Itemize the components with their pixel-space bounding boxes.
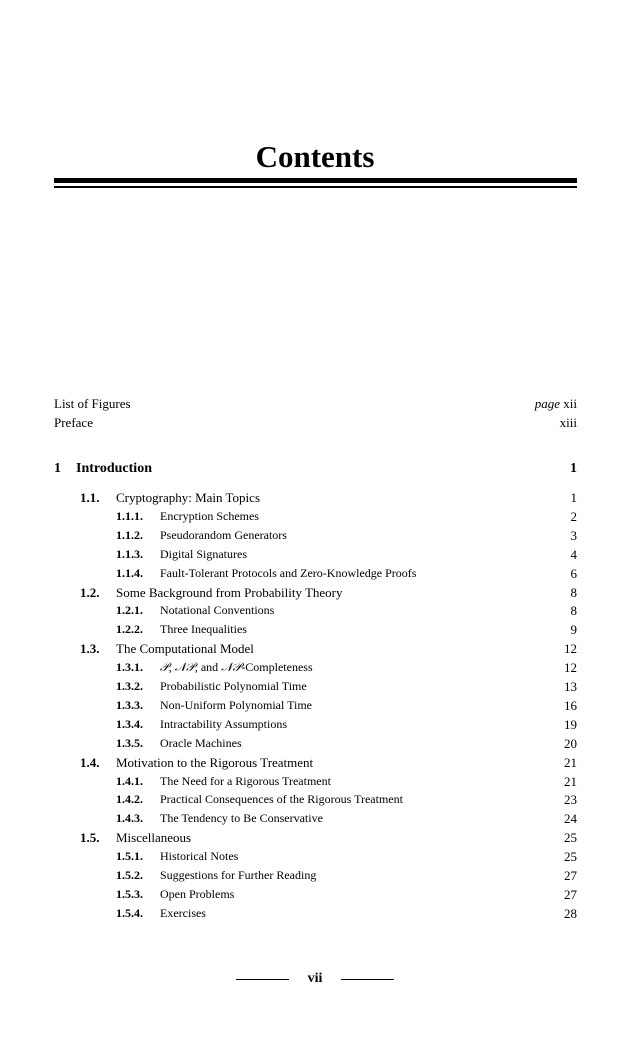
title-rule-thick bbox=[54, 178, 577, 183]
subsection-page: 23 bbox=[564, 792, 577, 808]
subsection-title: Intractability Assumptions bbox=[160, 716, 287, 731]
chapter-page: 1 bbox=[570, 461, 577, 476]
chapter-number: 1 bbox=[54, 461, 61, 476]
subsection-title: Historical Notes bbox=[160, 849, 239, 864]
section-title: Miscellaneous bbox=[116, 830, 192, 846]
title-rule-thin bbox=[54, 186, 577, 188]
subsection-number: 1.4.3. bbox=[116, 811, 143, 826]
toc-chapter-1[interactable] bbox=[54, 459, 577, 478]
subsection-title: Non-Uniform Polynomial Time bbox=[160, 697, 313, 712]
section-number: 1.3. bbox=[80, 641, 100, 657]
subsection-title: Notational Conventions bbox=[160, 603, 275, 618]
subsection-title: The Tendency to Be Conservative bbox=[160, 811, 323, 826]
subsection-title: Practical Consequences of the Rigorous Treatment bbox=[160, 792, 403, 807]
toc-subsection-1-1-3[interactable] bbox=[54, 545, 577, 564]
subsection-page: 24 bbox=[564, 811, 577, 827]
page-footer bbox=[0, 968, 630, 992]
toc-entry-preface[interactable] bbox=[54, 413, 577, 432]
subsection-title: Pseudorandom Generators bbox=[160, 527, 287, 542]
toc-entry-title: List of Figures bbox=[54, 396, 131, 411]
toc-subsection-1-5-3[interactable] bbox=[54, 885, 577, 904]
section-page: 21 bbox=[564, 754, 577, 770]
toc-entry-page bbox=[535, 394, 577, 413]
subsection-page: 28 bbox=[564, 905, 577, 921]
toc-section-1-5[interactable] bbox=[54, 828, 577, 847]
toc-section-1-3[interactable] bbox=[54, 639, 577, 658]
subsection-number: 1.3.4. bbox=[116, 716, 143, 731]
subsection-number: 1.1.1. bbox=[116, 508, 143, 523]
section-title: Some Background from Probability Theory bbox=[116, 584, 343, 600]
page-number: xii bbox=[563, 396, 577, 411]
section-number: 1.2. bbox=[80, 584, 100, 600]
toc-section-1-4[interactable] bbox=[54, 753, 577, 772]
subsection-number: 1.2.1. bbox=[116, 603, 143, 618]
subsection-page: 13 bbox=[564, 679, 577, 694]
subsection-title: Probabilistic Polynomial Time bbox=[160, 679, 307, 693]
section-page: 12 bbox=[564, 641, 577, 657]
page-title: Contents bbox=[255, 139, 375, 174]
toc-subsection-1-5-1[interactable] bbox=[54, 847, 577, 866]
subsection-number: 1.4.1. bbox=[116, 773, 143, 788]
page-number-folio: vii bbox=[307, 971, 323, 986]
subsection-number: 1.1.2. bbox=[116, 527, 143, 542]
toc-subsection-1-3-4[interactable] bbox=[54, 715, 577, 734]
subsection-number: 1.5.3. bbox=[116, 886, 143, 901]
subsection-number: 1.5.1. bbox=[116, 849, 143, 864]
subsection-page: 2 bbox=[570, 508, 577, 524]
section-page: 1 bbox=[570, 490, 577, 505]
subsection-title: Digital Signatures bbox=[160, 546, 247, 561]
toc-subsection-1-3-2[interactable] bbox=[54, 677, 577, 696]
subsection-page: 25 bbox=[564, 849, 577, 865]
subsection-title: Fault-Tolerant Protocols and Zero-Knowledge Proofs bbox=[160, 565, 417, 580]
subsection-page: 27 bbox=[564, 868, 577, 883]
subsection-page: 20 bbox=[564, 735, 577, 751]
subsection-page: 8 bbox=[570, 603, 577, 619]
subsection-page: 6 bbox=[570, 565, 577, 581]
subsection-number: 1.3.5. bbox=[116, 735, 143, 750]
section-number: 1.1. bbox=[80, 490, 100, 505]
section-title: Cryptography: Main Topics bbox=[116, 490, 261, 505]
subsection-number: 1.3.3. bbox=[116, 697, 143, 712]
subsection-number: 1.3.2. bbox=[116, 679, 143, 693]
subsection-title: 𝒫, 𝒩𝒫, and 𝒩𝒫-Completeness bbox=[160, 660, 313, 675]
section-title: Motivation to the Rigorous Treatment bbox=[116, 754, 314, 770]
section-number: 1.5. bbox=[80, 830, 100, 846]
section-page: 25 bbox=[564, 830, 577, 846]
subsection-page: 27 bbox=[564, 886, 577, 902]
subsection-page: 3 bbox=[570, 527, 577, 543]
page-prefix: page bbox=[534, 396, 561, 411]
toc-subsection-1-1-4[interactable] bbox=[54, 564, 577, 583]
toc-subsection-1-5-4[interactable] bbox=[54, 904, 577, 923]
toc-section-1-1[interactable] bbox=[54, 488, 577, 507]
chapter-title: Introduction bbox=[76, 461, 152, 476]
subsection-page: 12 bbox=[564, 660, 577, 676]
section-number: 1.4. bbox=[80, 754, 100, 770]
subsection-number: 1.1.4. bbox=[116, 565, 143, 580]
toc-entry-list-of-figures[interactable] bbox=[54, 394, 577, 413]
subsection-number: 1.4.2. bbox=[116, 792, 143, 807]
subsection-page: 19 bbox=[564, 716, 577, 732]
toc-subsection-1-3-5[interactable] bbox=[54, 734, 577, 753]
subsection-number: 1.1.3. bbox=[116, 546, 143, 561]
toc-subsection-1-2-1[interactable] bbox=[54, 601, 577, 620]
subsection-page: 16 bbox=[564, 697, 577, 713]
subsection-title: Encryption Schemes bbox=[160, 508, 259, 523]
section-title: The Computational Model bbox=[116, 641, 254, 657]
toc-subsection-1-4-2[interactable] bbox=[54, 790, 577, 809]
toc-entry-title: Preface bbox=[54, 415, 93, 430]
toc-subsection-1-4-3[interactable] bbox=[54, 809, 577, 828]
subsection-title: Oracle Machines bbox=[160, 735, 242, 750]
subsection-page: 4 bbox=[570, 546, 577, 562]
subsection-number: 1.5.2. bbox=[116, 868, 143, 882]
footer-rule-left bbox=[236, 979, 289, 980]
subsection-title: Suggestions for Further Reading bbox=[160, 868, 317, 882]
toc-subsection-1-1-1[interactable] bbox=[54, 507, 577, 526]
subsection-title: Open Problems bbox=[160, 886, 235, 901]
toc-subsection-1-4-1[interactable] bbox=[54, 772, 577, 791]
subsection-number: 1.5.4. bbox=[116, 905, 143, 920]
subsection-title: Exercises bbox=[160, 905, 206, 920]
subsection-title: The Need for a Rigorous Treatment bbox=[160, 773, 331, 788]
footer-rule-right bbox=[341, 979, 394, 980]
section-page: 8 bbox=[570, 584, 577, 600]
toc-subsection-1-1-2[interactable] bbox=[54, 526, 577, 545]
subsection-title: Three Inequalities bbox=[160, 622, 247, 637]
subsection-page: 9 bbox=[570, 622, 577, 638]
toc-subsection-1-3-3[interactable] bbox=[54, 696, 577, 715]
toc-section-1-2[interactable] bbox=[54, 583, 577, 602]
subsection-page: 21 bbox=[564, 773, 577, 789]
toc-subsection-1-2-2[interactable] bbox=[54, 620, 577, 639]
toc-entry-page: xiii bbox=[559, 415, 577, 430]
toc-subsection-1-3-1[interactable] bbox=[54, 658, 577, 677]
toc-subsection-1-5-2[interactable] bbox=[54, 866, 577, 885]
subsection-number: 1.2.2. bbox=[116, 622, 143, 637]
subsection-number: 1.3.1. bbox=[116, 660, 143, 675]
